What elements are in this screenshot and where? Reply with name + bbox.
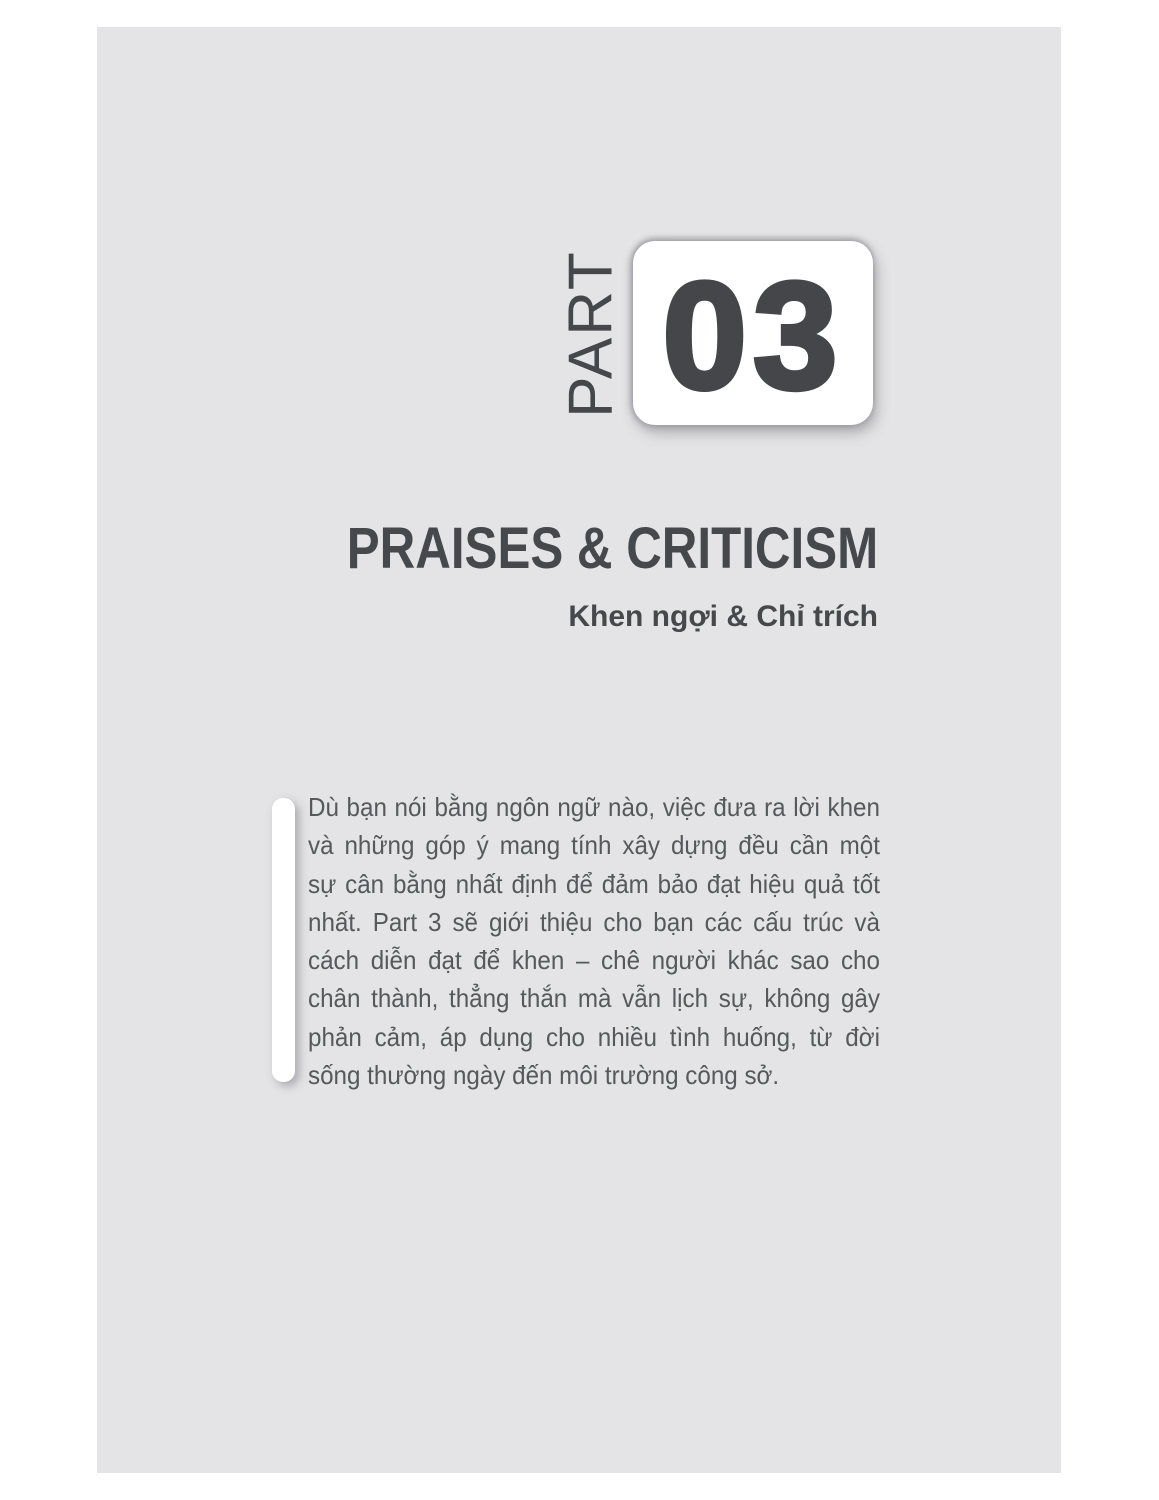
part-title-english: PRAISES & CRITICISM [346,516,878,581]
part-label-vertical: PART [556,250,626,418]
intro-line: sự cân bằng nhất định để đảm bảo đạt hiệu quả tốt [308,868,880,899]
part-number-card [633,241,873,425]
intro-line: nhất. Part 3 sẽ giới thiệu cho bạn các cấu trúc và [308,906,880,937]
intro-line: cách diễn đạt để khen – chê người khác sao cho [308,945,880,976]
intro-line: Dù bạn nói bằng ngôn ngữ nào, việc đưa ra lời khen [308,792,880,822]
intro-line: sống thường ngày đến môi trường công sở. [308,1060,780,1091]
intro-accent-bar [272,798,295,1082]
intro-line: và những góp ý mang tính xây dựng đều cần một [308,830,880,861]
intro-line: phản cảm, áp dụng cho nhiều tình huống, từ đời [308,1021,880,1052]
part-divider-page [97,27,1061,1473]
part-number: 03 [662,251,844,421]
intro-line: chân thành, thẳng thắn mà vẫn lịch sự, không gây [308,983,880,1014]
part-title-vietnamese: Khen ngợi & Chỉ trích [568,600,878,633]
title-block [253,516,878,634]
intro-paragraph [308,788,880,1094]
